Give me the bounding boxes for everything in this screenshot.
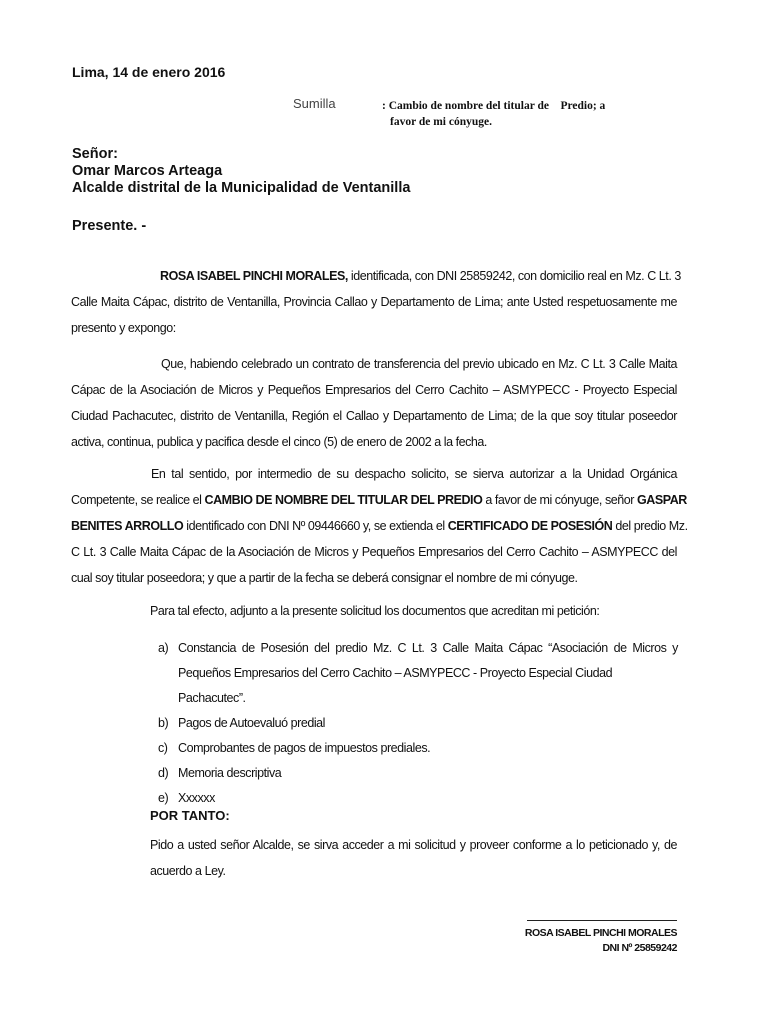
- paragraph-request: [71, 461, 688, 591]
- paragraph-statement: [71, 351, 677, 455]
- paragraph-line: cual soy titular poseedora; y que a partir de la fecha se deberá consignar el nombre de mi cónyuge.: [71, 571, 578, 585]
- paragraph-line: Que, habiendo celebrado un contrato de transferencia del previo ubicado en Mz. C Lt. 3 Calle Maita: [161, 357, 677, 371]
- paragraph-line: Cápac de la Asociación de Micros y Pequeños Empresarios del Cerro Cachito – ASMYPECC - Proyecto Especial: [71, 383, 677, 397]
- list-item: [150, 736, 678, 761]
- paragraph-line: [71, 487, 687, 513]
- signature-block: [480, 926, 677, 956]
- bold-phrase: CERTIFICADO DE POSESIÓN: [447, 519, 613, 533]
- list-item-line: Pequeños Empresarios del Cerro Cachito – ASMYPECC - Proyecto Especial Ciudad Pachacutec”.: [178, 666, 613, 705]
- salutation: Señor:: [72, 146, 118, 162]
- paragraph-line: activa, continua, publica y pacifica desde el cinco (5) de enero de 2002 a la fecha.: [71, 435, 487, 449]
- sumilla-line-1: : Cambio de nombre del titular de Predio; a: [382, 100, 606, 112]
- addressee-title: Alcalde distrital de la Municipalidad de Ventanilla: [72, 180, 411, 196]
- list-item-line: Memoria descriptiva: [178, 766, 282, 780]
- sumilla-text: [382, 98, 622, 130]
- addressee-block: [72, 146, 410, 197]
- paragraph-line: Calle Maita Cápac, distrito de Ventanilla, Provincia Callao y Departamento de Lima; ante Usted respetuosamente me: [71, 295, 677, 309]
- paragraph-text: identificado con DNI Nº 09446660 y, se extienda el: [183, 519, 448, 533]
- letter-date: Lima, 14 de enero 2016: [72, 64, 226, 80]
- paragraph-line: C Lt. 3 Calle Maita Cápac de la Asociación de Micros y Pequeños Empresarios del Cerro Cachito – ASMYPECC del: [71, 545, 677, 559]
- list-item: [150, 711, 678, 736]
- list-marker: d): [158, 766, 169, 780]
- paragraph-line: Ciudad Pachacutec, distrito de Ventanilla, Región el Callao y Departamento de Lima; de la que soy titular poseedor: [71, 409, 677, 423]
- list-marker: a): [158, 641, 169, 655]
- sumilla-line-2: favor de mi cónyuge.: [390, 116, 493, 128]
- paragraph-line: Pido a usted señor Alcalde, se sirva acceder a mi solicitud y proveer conforme a lo peticionado y, de: [150, 838, 677, 852]
- bold-phrase: GASPAR: [637, 493, 687, 507]
- paragraph-line: acuerdo a Ley.: [150, 864, 226, 878]
- list-item: [150, 761, 678, 786]
- paragraph-line: En tal sentido, por intermedio de su despacho solicito, se sierva autorizar a la Unidad Orgánica: [151, 467, 677, 481]
- paragraph-text: del predio Mz.: [612, 519, 688, 533]
- list-item-line: Pagos de Autoevaluó predial: [178, 716, 325, 730]
- paragraph-line: [71, 263, 681, 289]
- paragraph-text: identificada, con DNI 25859242, con domicilio real en Mz. C Lt. 3: [347, 269, 681, 283]
- list-item-line: Constancia de Posesión del predio Mz. C Lt. 3 Calle Maita Cápac “Asociación de Micros y: [178, 641, 678, 655]
- list-item: [150, 636, 678, 711]
- paragraph-intro: [71, 263, 681, 341]
- list-marker: e): [158, 791, 169, 805]
- list-item-line: Xxxxxx: [178, 791, 215, 805]
- paragraph-text: Competente, se realice el: [71, 493, 205, 507]
- documents-list: [150, 636, 678, 811]
- sumilla-label: Sumilla: [293, 96, 336, 111]
- list-marker: c): [158, 741, 168, 755]
- signature-line: [527, 920, 677, 921]
- bold-phrase: CAMBIO DE NOMBRE DEL TITULAR DEL PREDIO: [204, 493, 483, 507]
- por-tanto-heading: POR TANTO:: [150, 808, 230, 823]
- list-marker: b): [158, 716, 169, 730]
- closing-paragraph: [150, 832, 677, 884]
- paragraph-text: a favor de mi cónyuge, señor: [482, 493, 638, 507]
- list-item-line: Comprobantes de pagos de impuestos prediales.: [178, 741, 431, 755]
- presente-heading: Presente. -: [72, 218, 147, 234]
- signature-dni: DNI Nº 25859242: [602, 942, 677, 954]
- sender-name: ROSA ISABEL PINCHI MORALES,: [160, 269, 348, 283]
- signature-name: ROSA ISABEL PINCHI MORALES: [524, 927, 677, 939]
- bold-phrase: BENITES ARROLLO: [71, 519, 184, 533]
- addressee-name: Omar Marcos Arteaga: [72, 163, 223, 179]
- paragraph-line: [71, 513, 688, 539]
- paragraph-attachments-intro: Para tal efecto, adjunto a la presente solicitud los documentos que acreditan mi petición:: [150, 604, 600, 618]
- paragraph-line: presento y expongo:: [71, 321, 176, 335]
